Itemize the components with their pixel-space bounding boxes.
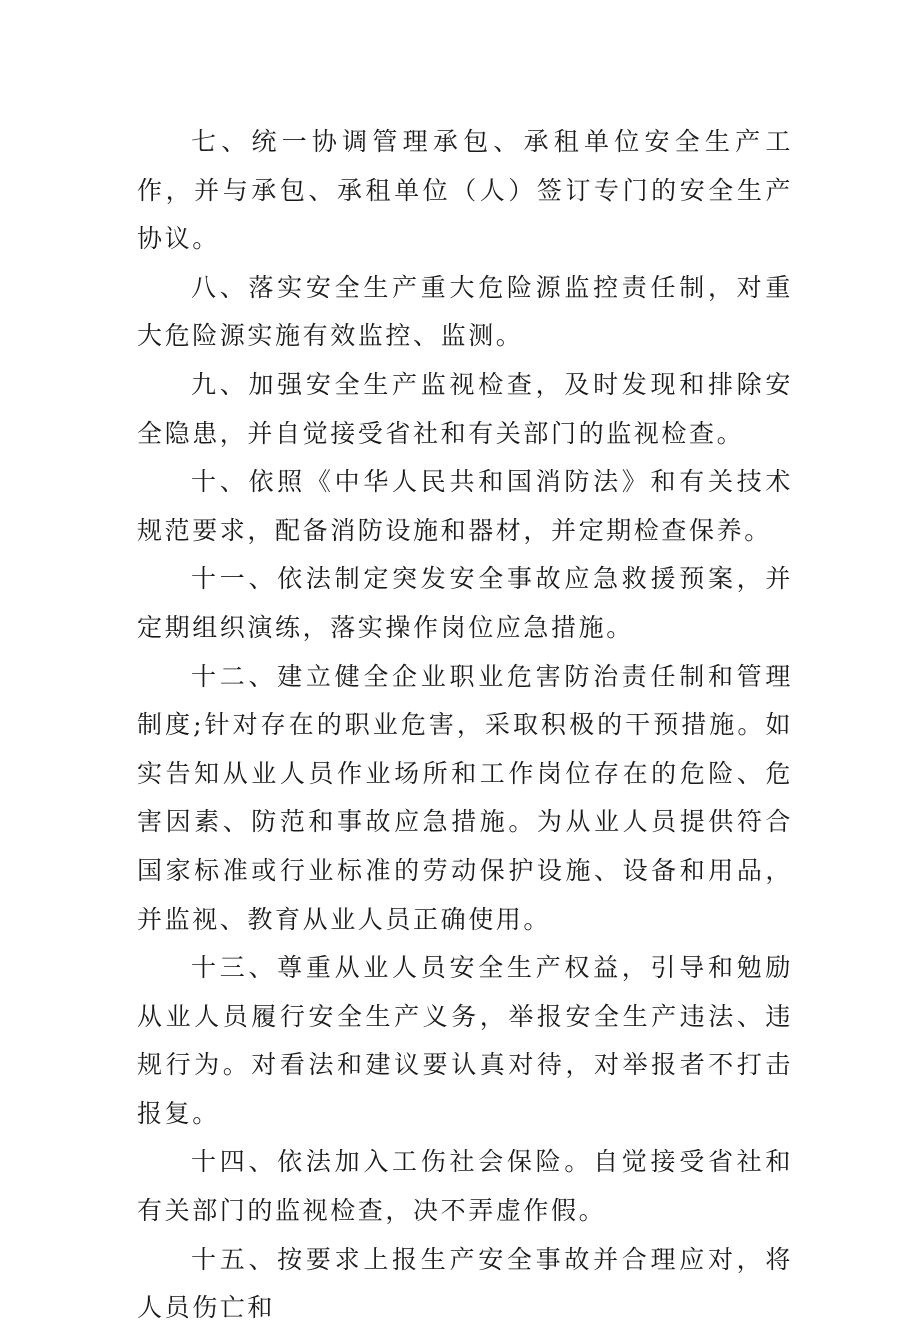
paragraph-15: 十五、按要求上报生产安全事故并合理应对，将人员伤亡和 [137, 1244, 793, 1323]
paragraph-10: 十、依照《中华人民共和国消防法》和有关技术规范要求，配备消防设施和器材，并定期检查保养。 [137, 467, 793, 545]
paragraph-11: 十一、依法制定突发安全事故应急救援预案，并定期组织演练，落实操作岗位应急措施。 [137, 564, 793, 642]
paragraph-8: 八、落实安全生产重大危险源监控责任制，对重大危险源实施有效监控、监测。 [137, 272, 793, 351]
paragraph-9: 九、加强安全生产监视检查，及时发现和排除安全隐患，并自觉接受省社和有关部门的监视检查。 [137, 369, 793, 448]
paragraph-7: 七、统一协调管理承包、承租单位安全生产工作，并与承包、承租单位（人）签订专门的安全生产协议。 [137, 127, 793, 254]
paragraph-14: 十四、依法加入工伤社会保险。自觉接受省社和有关部门的监视检查，决不弄虚作假。 [137, 1147, 793, 1226]
paragraph-12: 十二、建立健全企业职业危害防治责任制和管理制度;针对存在的职业危害，采取积极的干预措施。如实告知从业人员作业场所和工作岗位存在的危险、危害因素、防范和事故应急措施。为从业人员提供符合国家标准或行业标准的劳动保护设施、设备和用品，并监视、教育从业人员正确使用。 [137, 661, 793, 934]
document-body [137, 118, 793, 1333]
paragraph-13: 十三、尊重从业人员安全生产权益，引导和勉励从业人员履行安全生产义务，举报安全生产违法、违规行为。对看法和建议要认真对待，对举报者不打击报复。 [137, 953, 793, 1128]
